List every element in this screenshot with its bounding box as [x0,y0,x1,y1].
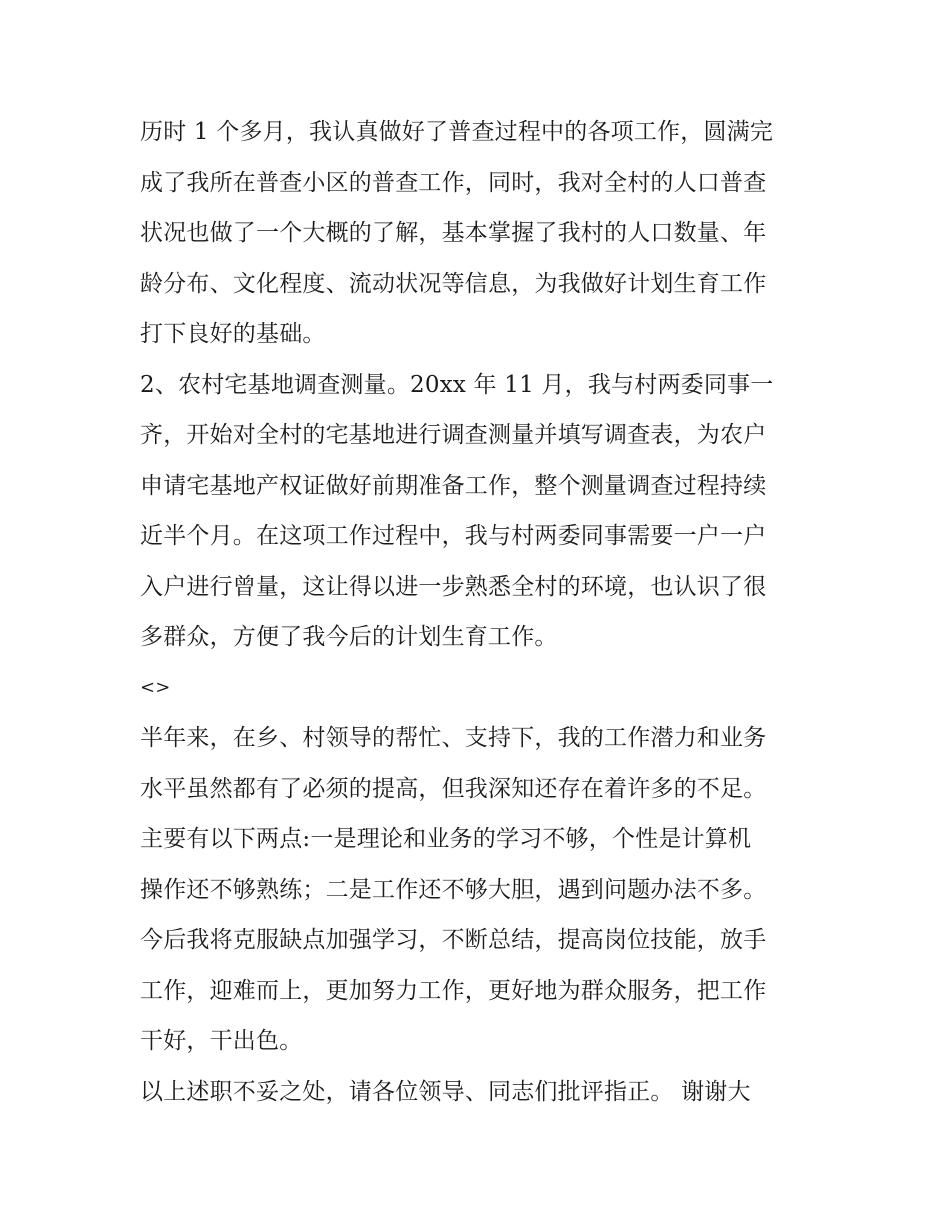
document-body [140,107,820,1117]
text-line: 状况也做了一个大概的了解，基本掌握了我村的人口数量、年 [140,220,767,246]
text-line: 水平虽然都有了必须的提高，但我深知还存在着许多的不足。 [140,775,767,802]
text-line: 今后我将克服缺点加强学习，不断总结，提高岗位技能，放手 [140,927,767,953]
text-line: 入户进行曾量，这让得以进一步熟悉全村的环境，也认识了很 [140,573,767,600]
text-line: 主要有以下两点:一是理论和业务的学习不够，个性是计算机 [140,826,752,852]
text-line: 成了我所在普查小区的普查工作，同时，我对全村的人口普查 [140,169,767,196]
text-line: 2、农村宅基地调查测量。20xx 年 11 月，我与村两委同事一 [140,371,774,398]
text-line: 历时 1 个多月，我认真做好了普查过程中的各项工作，圆满完 [140,119,774,145]
text-line: 操作还不够熟练；二是工作还不够大胆，遇到问题办法不多。 [140,876,767,903]
text-line: 半年来，在乡、村领导的帮忙、支持下，我的工作潜力和业务 [140,725,767,751]
text-line: 申请宅基地产权证做好前期准备工作，整个测量调查过程持续 [140,472,767,499]
text-line: 龄分布、文化程度、流动状况等信息，为我做好计划生育工作 [140,270,767,297]
text-line: 多群众，方便了我今后的计划生育工作。 [140,624,558,650]
text-line: 近半个月。在这项工作过程中，我与村两委同事需要一户一户 [140,523,767,549]
text-line: 工作，迎难而上，更加努力工作，更好地为群众服务，把工作 [140,977,767,1004]
text-line-marker: <> [140,676,171,698]
text-line: 干好，干出色。 [140,1028,303,1054]
text-line: 以上述职不妥之处，请各位领导、同志们批评指正。 谢谢大 [140,1078,751,1105]
text-line: 打下良好的基础。 [140,321,326,347]
text-line: 齐，开始对全村的宅基地进行调查测量并填写调查表，为农户 [140,422,767,448]
